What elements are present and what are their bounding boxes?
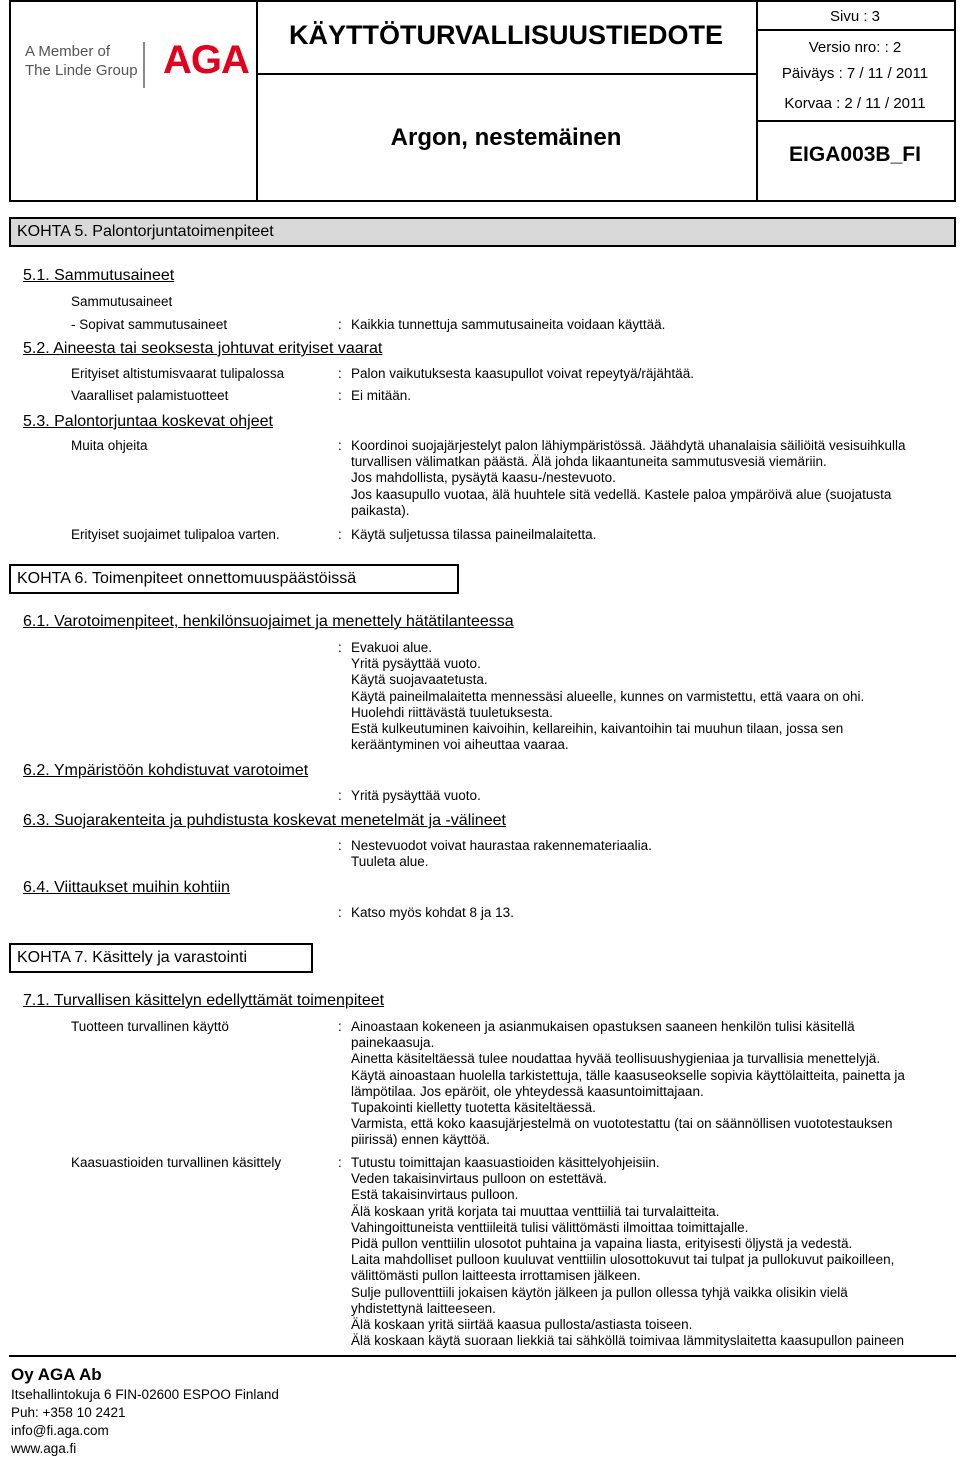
subsection-6-1: 6.1. Varotoimenpiteet, henkilönsuojaimet ja menettely hätätilanteessa bbox=[23, 613, 514, 630]
meta-cell bbox=[756, 2, 954, 200]
safe-use-value bbox=[351, 1019, 951, 1149]
company-website[interactable]: www.aga.fi bbox=[11, 1441, 77, 1456]
combustion-products-label: Vaaralliset palamistuotteet bbox=[71, 388, 229, 403]
text-line: Koordinoi suojajärjestelyt palon lähiympäristössä. Jäähdytä uhanalaisia säiliöitä vesisuihkulla bbox=[351, 438, 906, 453]
text-line: turvallisen välimatkan päästä. Älä johda likaantuneita sammutusvesiä viemäriin. bbox=[351, 454, 827, 470]
subsection-5-3: 5.3. Palontorjuntaa koskevat ohjeet bbox=[23, 413, 273, 430]
text-line: Käytä paineilmalaitetta mennessäsi alueelle, kunnes on varmistettu, että vaara on ohi. bbox=[351, 688, 865, 704]
colon: : bbox=[338, 838, 342, 853]
product-name: Argon, nestemäinen bbox=[390, 124, 622, 151]
text-line: Huolehdi riittävästä tuuletuksesta. bbox=[351, 704, 553, 720]
page-number: Sivu : 3 bbox=[829, 8, 881, 25]
document-header bbox=[9, 0, 956, 202]
firefighter-ppe-value: Käytä suljetussa tilassa paineilmalaitetta. bbox=[351, 527, 597, 542]
text-line: Estä takaisinvirtaus pulloon. bbox=[351, 1187, 519, 1203]
suitable-media-value: Kaikkia tunnettuja sammutusaineita voidaan käyttää. bbox=[351, 317, 666, 332]
replaces-date: Korvaa : 2 / 11 / 2011 bbox=[784, 95, 926, 112]
other-instructions-label: Muita ohjeita bbox=[71, 438, 148, 453]
colon: : bbox=[338, 1019, 342, 1034]
text-line: Jos mahdollista, pysäytä kaasu-/nestevuoto. bbox=[351, 470, 616, 486]
title-divider bbox=[256, 73, 756, 75]
aga-logo-text: AGA bbox=[163, 38, 249, 82]
text-line: Älä koskaan käytä suoraan liekkiä tai sähköllä toimivaa lämmityslaitetta kaasupullon paineen bbox=[351, 1333, 905, 1349]
meta-divider bbox=[756, 120, 954, 122]
text-line: Vahingoittuneista venttiileitä tulisi välittömästi ilmoittaa toimittajalle. bbox=[351, 1219, 749, 1235]
colon: : bbox=[338, 317, 342, 332]
subsection-6-2: 6.2. Ympäristöön kohdistuvat varotoimet bbox=[23, 762, 309, 779]
colon: : bbox=[338, 366, 342, 381]
environmental-precautions-value: Yritä pysäyttää vuoto. bbox=[351, 788, 481, 803]
footer-divider bbox=[9, 1355, 956, 1357]
cylinder-handling-value bbox=[351, 1155, 956, 1349]
personal-precautions-value bbox=[351, 640, 951, 753]
extinguishing-media-label: Sammutusaineet bbox=[71, 294, 173, 309]
other-instructions-value bbox=[351, 438, 951, 519]
text-line: Käytä ainoastaan huolella tarkistettuja, tälle kaasuseokselle sopivia käyttölaitteita, painetta ja bbox=[351, 1067, 905, 1083]
text-line: Tuuleta alue. bbox=[351, 854, 429, 870]
text-line: Älä koskaan yritä korjata tai muuttaa venttiiliä tai turvalaitteita. bbox=[351, 1203, 720, 1219]
text-line: Tupakointi kielletty tuotetta käsiteltäessä. bbox=[351, 1100, 596, 1116]
logo bbox=[11, 2, 258, 200]
cylinder-handling-label: Kaasuastioiden turvallinen käsittely bbox=[71, 1155, 282, 1170]
text-line: Laita mahdolliset pulloon kuuluvat venttiilin ulosottokuvut tai tulpat ja pullokuvut paikoilleen, bbox=[351, 1252, 895, 1268]
text-line: Käytä suojavaatetusta. bbox=[351, 672, 488, 688]
text-line: painekaasuja. bbox=[351, 1035, 435, 1051]
company-name: Oy AGA Ab bbox=[11, 1365, 102, 1384]
text-line: paikasta). bbox=[351, 502, 410, 518]
colon: : bbox=[338, 438, 342, 453]
text-line: Tutustu toimittajan kaasuastioiden käsittelyohjeisiin. bbox=[351, 1155, 660, 1170]
text-line: Yritä pysäyttää vuoto. bbox=[351, 656, 481, 672]
suitable-media-label: - Sopivat sammutusaineet bbox=[71, 317, 228, 332]
colon: : bbox=[338, 527, 342, 542]
subsection-7-1: 7.1. Turvallisen käsittelyn edellyttämät toimenpiteet bbox=[23, 992, 385, 1009]
title-cell bbox=[256, 2, 758, 200]
safe-use-label: Tuotteen turvallinen käyttö bbox=[71, 1019, 229, 1034]
company-email[interactable]: info@fi.aga.com bbox=[11, 1423, 109, 1438]
colon: : bbox=[338, 905, 342, 920]
text-line: Varmista, että koko kaasujärjestelmä on vuototestattu (tai on säännöllisen vuototestauksen bbox=[351, 1116, 893, 1132]
text-line: Sulje pulloventtiili jokaisen käytön jälkeen ja pullon ollessa tyhjä vaikka olisikin vielä bbox=[351, 1284, 848, 1300]
text-line: Evakuoi alue. bbox=[351, 640, 433, 655]
firefighter-ppe-label: Erityiset suojaimet tulipaloa varten. bbox=[71, 527, 280, 542]
subsection-5-2: 5.2. Aineesta tai seoksesta johtuvat erityiset vaarat bbox=[23, 340, 383, 357]
meta-divider bbox=[756, 29, 954, 31]
logo-tagline bbox=[25, 42, 138, 80]
text-line: Nestevuodot voivat haurastaa rakennemateriaalia. bbox=[351, 838, 652, 853]
logo-divider bbox=[143, 42, 145, 88]
text-line: Älä koskaan yritä siirtää kaasua pullosta/astiasta toiseen. bbox=[351, 1317, 693, 1333]
document-code: EIGA003B_FI bbox=[789, 143, 921, 166]
text-line: yhdistettynä laitteeseen. bbox=[351, 1300, 496, 1316]
version-number: Versio nro: : 2 bbox=[808, 39, 902, 56]
references-value: Katso myös kohdat 8 ja 13. bbox=[351, 905, 514, 920]
text-line: lämpötilaa. Jos epäröit, ole yhteydessä kaasuntoimittajaan. bbox=[351, 1083, 704, 1099]
colon: : bbox=[338, 640, 342, 655]
text-line: Pidä pullon venttiilin ulosotot puhtaina ja vapaina liasta, erityisesti öljystä ja vedestä. bbox=[351, 1236, 853, 1252]
text-line: Veden takaisinvirtaus pulloon on estettävä. bbox=[351, 1171, 607, 1187]
section-6-title: KOHTA 6. Toimenpiteet onnettomuuspäästöissä bbox=[9, 564, 459, 594]
company-address: Itsehallintokuja 6 FIN-02600 ESPOO Finland bbox=[11, 1387, 279, 1402]
text-line: Ainetta käsiteltäessä tulee noudattaa hyvää teollisuushygieniaa ja turvallisia menettelyjä. bbox=[351, 1051, 881, 1067]
section-7-title: KOHTA 7. Käsittely ja varastointi bbox=[9, 943, 313, 973]
text-line: Ainoastaan kokeneen ja asianmukaisen opastuksen saaneen henkilön tulisi käsitellä bbox=[351, 1019, 855, 1034]
text-line: piirissä) ennen käyttöä. bbox=[351, 1132, 490, 1148]
cleanup-methods-value bbox=[351, 838, 951, 870]
colon: : bbox=[338, 788, 342, 803]
text-line: Estä kulkeutuminen kaivoihin, kellareihin, kaivantoihin tai muuhun tilaan, jossa sen bbox=[351, 721, 844, 737]
colon: : bbox=[338, 388, 342, 403]
section-5-title: KOHTA 5. Palontorjuntatoimenpiteet bbox=[9, 217, 956, 247]
logo-line-2: The Linde Group bbox=[25, 62, 138, 79]
issue-date: Päiväys : 7 / 11 / 2011 bbox=[781, 65, 929, 82]
document-title: KÄYTTÖTURVALLISUUSTIEDOTE bbox=[288, 20, 723, 50]
colon: : bbox=[338, 1155, 342, 1170]
text-line: Jos kaasupullo vuotaa, älä huuhtele sitä vedellä. Kastele paloa ympäröivä alue (suojatusta bbox=[351, 486, 892, 502]
combustion-products-value: Ei mitään. bbox=[351, 388, 412, 403]
subsection-6-3: 6.3. Suojarakenteita ja puhdistusta koskevat menetelmät ja -välineet bbox=[23, 812, 506, 829]
logo-line-1: A Member of bbox=[25, 43, 111, 60]
text-line: välittömästi pullon laitteesta irrottamisen jälkeen. bbox=[351, 1268, 641, 1284]
exposure-hazards-value: Palon vaikutuksesta kaasupullot voivat repeytyä/räjähtää. bbox=[351, 366, 694, 381]
exposure-hazards-label: Erityiset altistumisvaarat tulipalossa bbox=[71, 366, 285, 381]
text-line: kerääntyminen voi aiheuttaa vaaraa. bbox=[351, 737, 569, 753]
subsection-5-1: 5.1. Sammutusaineet bbox=[23, 267, 175, 284]
subsection-6-4: 6.4. Viittaukset muihin kohtiin bbox=[23, 879, 230, 896]
company-phone: Puh: +358 10 2421 bbox=[11, 1405, 126, 1420]
